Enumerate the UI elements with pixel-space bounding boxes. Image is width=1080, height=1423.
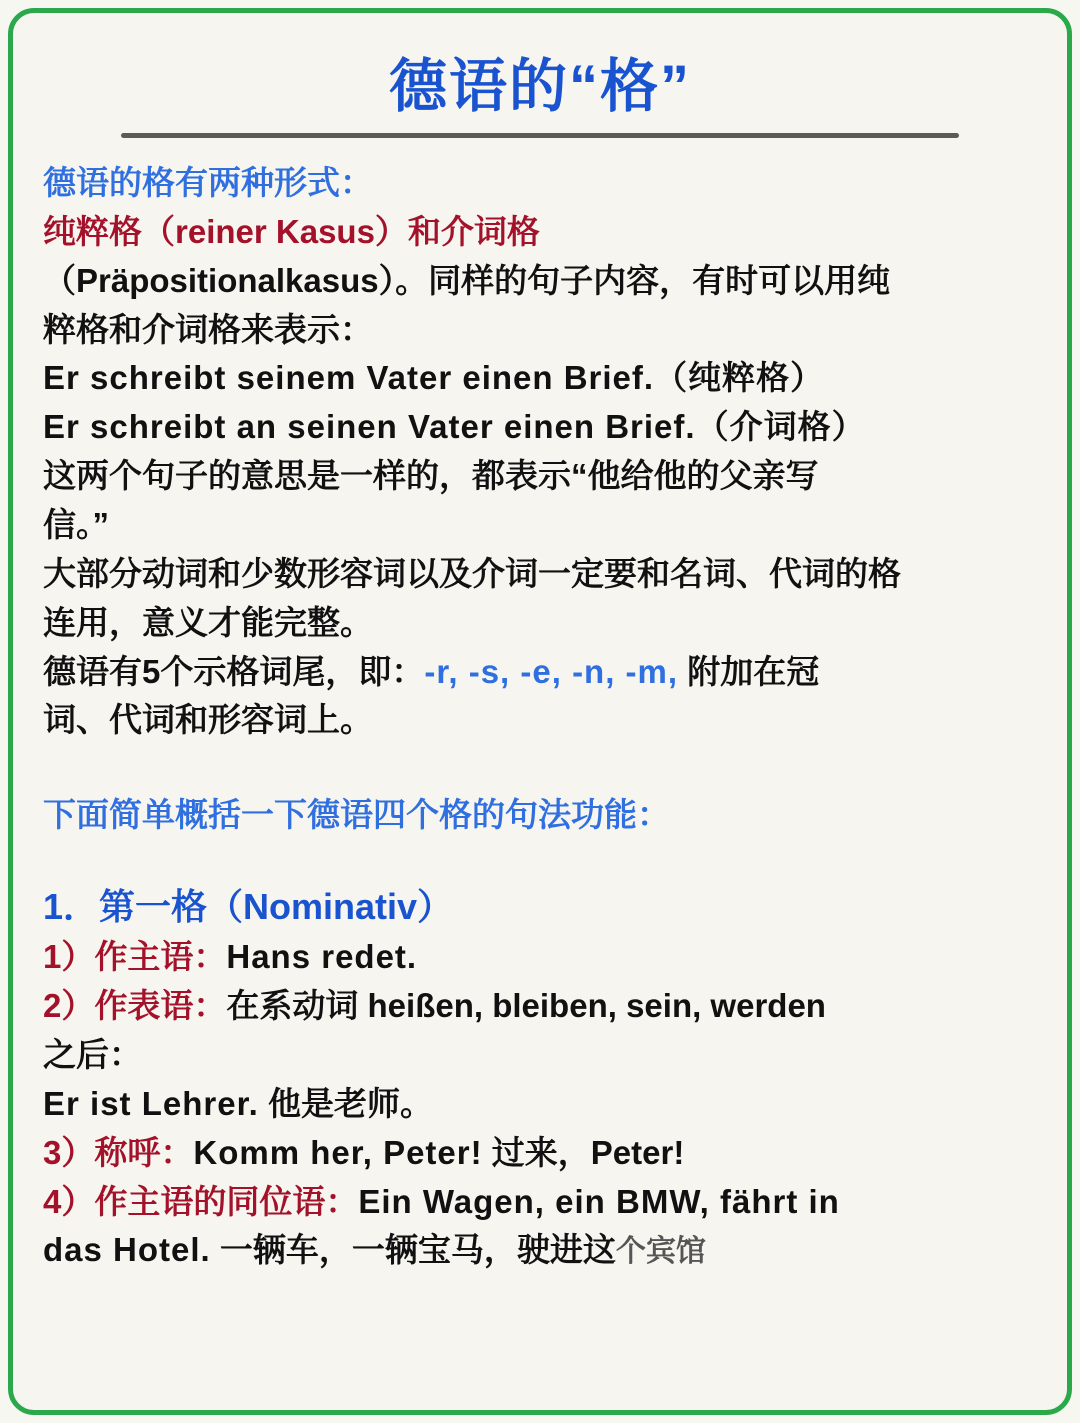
example-2-text: Er schreibt an seinen Vater einen Brief. [43,408,696,446]
endings-line-2: 词、代词和形容词上。 [43,701,373,739]
item-5-translation-tail: 个宾馆 [615,1235,706,1269]
item-2-content: 在系动词 heißen, bleiben, sein, werden [226,987,826,1025]
item-4-translation: 过来，Peter! [491,1133,685,1171]
explain-line-2: 信。” [43,506,109,544]
item-4 [43,1130,1037,1177]
example-2 [43,404,1037,451]
item-1-label: 1）作主语： [43,938,227,976]
example-2-tag: （介词格） [695,408,866,446]
example-1-tag: （纯粹格） [654,359,825,397]
section-gap-1 [43,746,1037,792]
intro-line-1: 德语的格有两种形式： [43,164,373,201]
item-5-translation: 一辆车，一辆宝马，驶进这 [219,1231,616,1269]
item-5-content: Ein Wagen, ein BMW, fährt in [358,1182,840,1220]
item-1-content: Hans redet. [226,938,418,976]
item-3 [43,1081,1037,1128]
item-2-continuation: 之后： [43,1036,142,1073]
section-gap-2 [43,841,1037,881]
section-heading-nominativ: 1．第一格（Nominativ） [43,886,454,928]
endings-prefix: 德语有5个示格词尾，即： [43,652,425,690]
endings-suffix: 附加在冠 [687,652,820,690]
summary-line: 下面简单概括一下德语四个格的句法功能： [43,796,670,834]
intro-line-2: 纯粹格（reiner Kasus）和介词格 [43,212,540,250]
intro-line-3: （Präpositionalkasus）。同样的句子内容，有时可以用纯 [43,261,891,299]
item-4-content: Komm her, Peter! [193,1133,483,1171]
item-1 [43,934,1037,981]
item-2 [43,983,1037,1030]
item-2-label: 2）作表语： [43,987,227,1025]
item-4-label: 3）称呼： [43,1133,194,1171]
note-card [8,8,1072,1415]
item-5-label: 4）作主语的同位语： [43,1182,359,1220]
endings-line [43,649,1037,696]
explain-line-3: 大部分动词和少数形容词以及介词一定要和名词、代词的格 [43,554,901,592]
example-1-text: Er schreibt seinem Vater einen Brief. [43,359,655,397]
intro-line-4: 粹格和介词格来表示： [43,310,373,348]
item-3-content: Er ist Lehrer. [43,1084,259,1122]
example-1 [43,355,1037,402]
endings-list: -r, -s, -e, -n, -m, [424,652,679,690]
explain-line-1: 这两个句子的意思是一样的，都表示“他给他的父亲写 [43,457,819,495]
page-title: 德语的“格” [388,54,691,119]
note-body [43,160,1037,1274]
item-5-content-cont: das Hotel. [43,1231,211,1269]
item-3-translation: 他是老师。 [267,1084,433,1122]
explain-line-4: 连用，意义才能完整。 [43,603,373,641]
title-divider [121,133,959,138]
item-5-continuation [43,1227,1037,1274]
item-5 [43,1179,1037,1226]
